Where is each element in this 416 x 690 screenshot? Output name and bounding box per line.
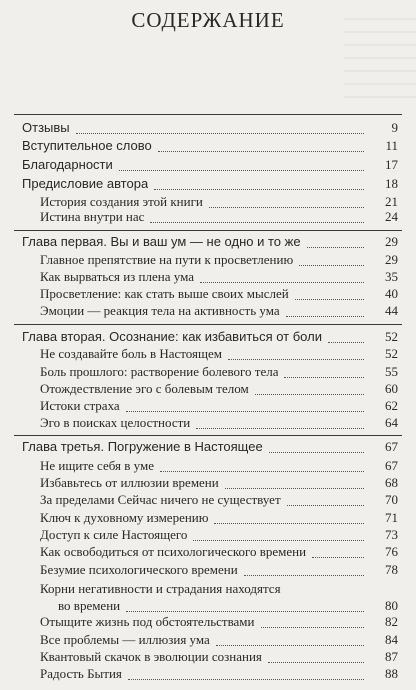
toc-entry-title: Глава первая. Вы и ваш ум — не одно и то же bbox=[22, 234, 301, 249]
toc-entry-title: Доступ к силе Настоящего bbox=[40, 527, 188, 542]
toc-entry-title: Боль прошлого: растворение болевого тела bbox=[40, 364, 279, 379]
toc-page-number: 21 bbox=[385, 194, 398, 209]
toc-page-number: 35 bbox=[385, 269, 398, 284]
dot-leader bbox=[119, 170, 364, 171]
toc-entry-title: Отождествление эго с болевым телом bbox=[40, 381, 249, 396]
toc-page-number: 67 bbox=[385, 439, 398, 454]
toc-entry-title: Избавьтесь от иллюзии времени bbox=[40, 475, 219, 490]
toc-page-number: 67 bbox=[385, 458, 398, 473]
toc-page-number: 82 bbox=[385, 614, 398, 629]
toc-entry-title: Истоки страха bbox=[40, 398, 120, 413]
toc-page-number: 68 bbox=[385, 475, 398, 490]
toc-entry-title: Главное препятствие на пути к просветлению bbox=[40, 252, 294, 267]
toc-subentry bbox=[0, 301, 416, 321]
toc-page-number: 24 bbox=[385, 209, 398, 224]
toc-page-number: 11 bbox=[385, 138, 398, 153]
dot-leader bbox=[255, 394, 364, 395]
dot-leader bbox=[214, 523, 364, 524]
dot-leader bbox=[196, 428, 364, 429]
toc-entry-title: Отзывы bbox=[22, 120, 70, 135]
toc-entry bbox=[0, 155, 416, 175]
toc-entry-title: Глава вторая. Осознание: как избавиться от боли bbox=[22, 329, 322, 344]
toc-entry bbox=[0, 136, 416, 156]
toc-entry bbox=[0, 174, 416, 194]
toc-entry bbox=[0, 232, 416, 252]
dot-leader bbox=[328, 342, 364, 343]
toc-entry-title: Эмоции — реакция тела на активность ума bbox=[40, 303, 280, 318]
toc-subentry bbox=[0, 344, 416, 364]
toc-page-number: 76 bbox=[385, 544, 398, 559]
toc-entry-title: История создания этой книги bbox=[40, 194, 203, 209]
dot-leader bbox=[126, 411, 364, 412]
dot-leader bbox=[128, 679, 364, 680]
dot-leader bbox=[154, 189, 364, 190]
toc-page-number: 73 bbox=[385, 527, 398, 542]
section-divider bbox=[14, 114, 402, 115]
toc-entry bbox=[0, 118, 416, 138]
dot-leader bbox=[269, 452, 364, 453]
dot-leader bbox=[312, 557, 364, 558]
toc-page-number: 44 bbox=[385, 303, 398, 318]
toc-page-number: 64 bbox=[385, 415, 398, 430]
toc-page-number: 9 bbox=[391, 120, 398, 135]
dot-leader bbox=[287, 505, 364, 506]
toc-subentry bbox=[0, 560, 416, 580]
dot-leader bbox=[307, 247, 364, 248]
dot-leader bbox=[244, 575, 364, 576]
page-title: СОДЕРЖАНИЕ bbox=[131, 8, 285, 32]
toc-page-number: 29 bbox=[385, 252, 398, 267]
toc-page-number: 52 bbox=[385, 346, 398, 361]
toc-subentry bbox=[0, 542, 416, 562]
toc-subentry bbox=[0, 664, 416, 684]
section-divider bbox=[14, 324, 402, 325]
toc-entry-title: Все проблемы — иллюзия ума bbox=[40, 632, 210, 647]
toc-page-number: 17 bbox=[385, 157, 398, 172]
toc-entry-title: во времени bbox=[58, 598, 121, 613]
toc-page-number: 87 bbox=[385, 649, 398, 664]
dot-leader bbox=[158, 151, 364, 152]
dot-leader bbox=[299, 265, 364, 266]
toc-entry-title: Вступительное слово bbox=[22, 138, 152, 153]
toc-page-number: 18 bbox=[385, 176, 398, 191]
toc-entry-title: Квантовый скачок в эволюции сознания bbox=[40, 649, 262, 664]
dot-leader bbox=[160, 471, 364, 472]
toc-entry-title: Истина внутри нас bbox=[40, 209, 145, 224]
dot-leader bbox=[295, 299, 364, 300]
dot-leader bbox=[268, 662, 364, 663]
toc-entry-title: Благодарности bbox=[22, 157, 113, 172]
toc-entry-title: Безумие психологического времени bbox=[40, 562, 238, 577]
toc-entry-title: Глава третья. Погружение в Настоящее bbox=[22, 439, 263, 454]
toc-entry-title: Ключ к духовному измерению bbox=[40, 510, 209, 525]
toc-page-number: 78 bbox=[385, 562, 398, 577]
toc-page-number: 55 bbox=[385, 364, 398, 379]
toc-entry-title: Как освободиться от психологического времени bbox=[40, 544, 307, 559]
toc-page-number: 70 bbox=[385, 492, 398, 507]
toc-entry-title: За пределами Сейчас ничего не существует bbox=[40, 492, 281, 507]
toc-entry-title: Отыщите жизнь под обстоятельствами bbox=[40, 614, 255, 629]
toc-page-number: 29 bbox=[385, 234, 398, 249]
toc-subentry bbox=[0, 490, 416, 510]
toc-subentry bbox=[0, 612, 416, 632]
dot-leader bbox=[284, 377, 364, 378]
dot-leader bbox=[225, 488, 364, 489]
toc-subentry bbox=[0, 207, 416, 227]
toc-page-number: 84 bbox=[385, 632, 398, 647]
toc-subentry bbox=[0, 413, 416, 433]
toc-entry-title: Предисловие автора bbox=[22, 176, 149, 191]
toc-page-number: 62 bbox=[385, 398, 398, 413]
dot-leader bbox=[200, 282, 364, 283]
dot-leader bbox=[286, 316, 364, 317]
toc-entry-title: Как вырваться из плена ума bbox=[40, 269, 194, 284]
dot-leader bbox=[150, 222, 364, 223]
toc-entry-title: Просветление: как стать выше своих мыслей bbox=[40, 286, 289, 301]
toc-entry-title: Эго в поисках целостности bbox=[40, 415, 191, 430]
dot-leader bbox=[193, 540, 364, 541]
dot-leader bbox=[228, 359, 364, 360]
toc-page-number: 71 bbox=[385, 510, 398, 525]
toc-page-number: 52 bbox=[385, 329, 398, 344]
toc-entry-title: Корни негативности и страдания находятся bbox=[40, 581, 281, 596]
toc-page-number: 40 bbox=[385, 286, 398, 301]
dot-leader bbox=[76, 133, 364, 134]
toc-page-number: 88 bbox=[385, 666, 398, 681]
toc-page-number: 60 bbox=[385, 381, 398, 396]
toc-page-number: 80 bbox=[385, 598, 398, 613]
toc-entry-title: Не ищите себя в уме bbox=[40, 458, 154, 473]
toc-entry-title: Не создавайте боль в Настоящем bbox=[40, 346, 223, 361]
dot-leader bbox=[261, 627, 365, 628]
toc-entry-title: Радость Бытия bbox=[40, 666, 122, 681]
section-divider bbox=[14, 230, 402, 231]
toc-entry bbox=[0, 437, 416, 457]
section-divider bbox=[14, 435, 402, 436]
dot-leader bbox=[216, 645, 364, 646]
